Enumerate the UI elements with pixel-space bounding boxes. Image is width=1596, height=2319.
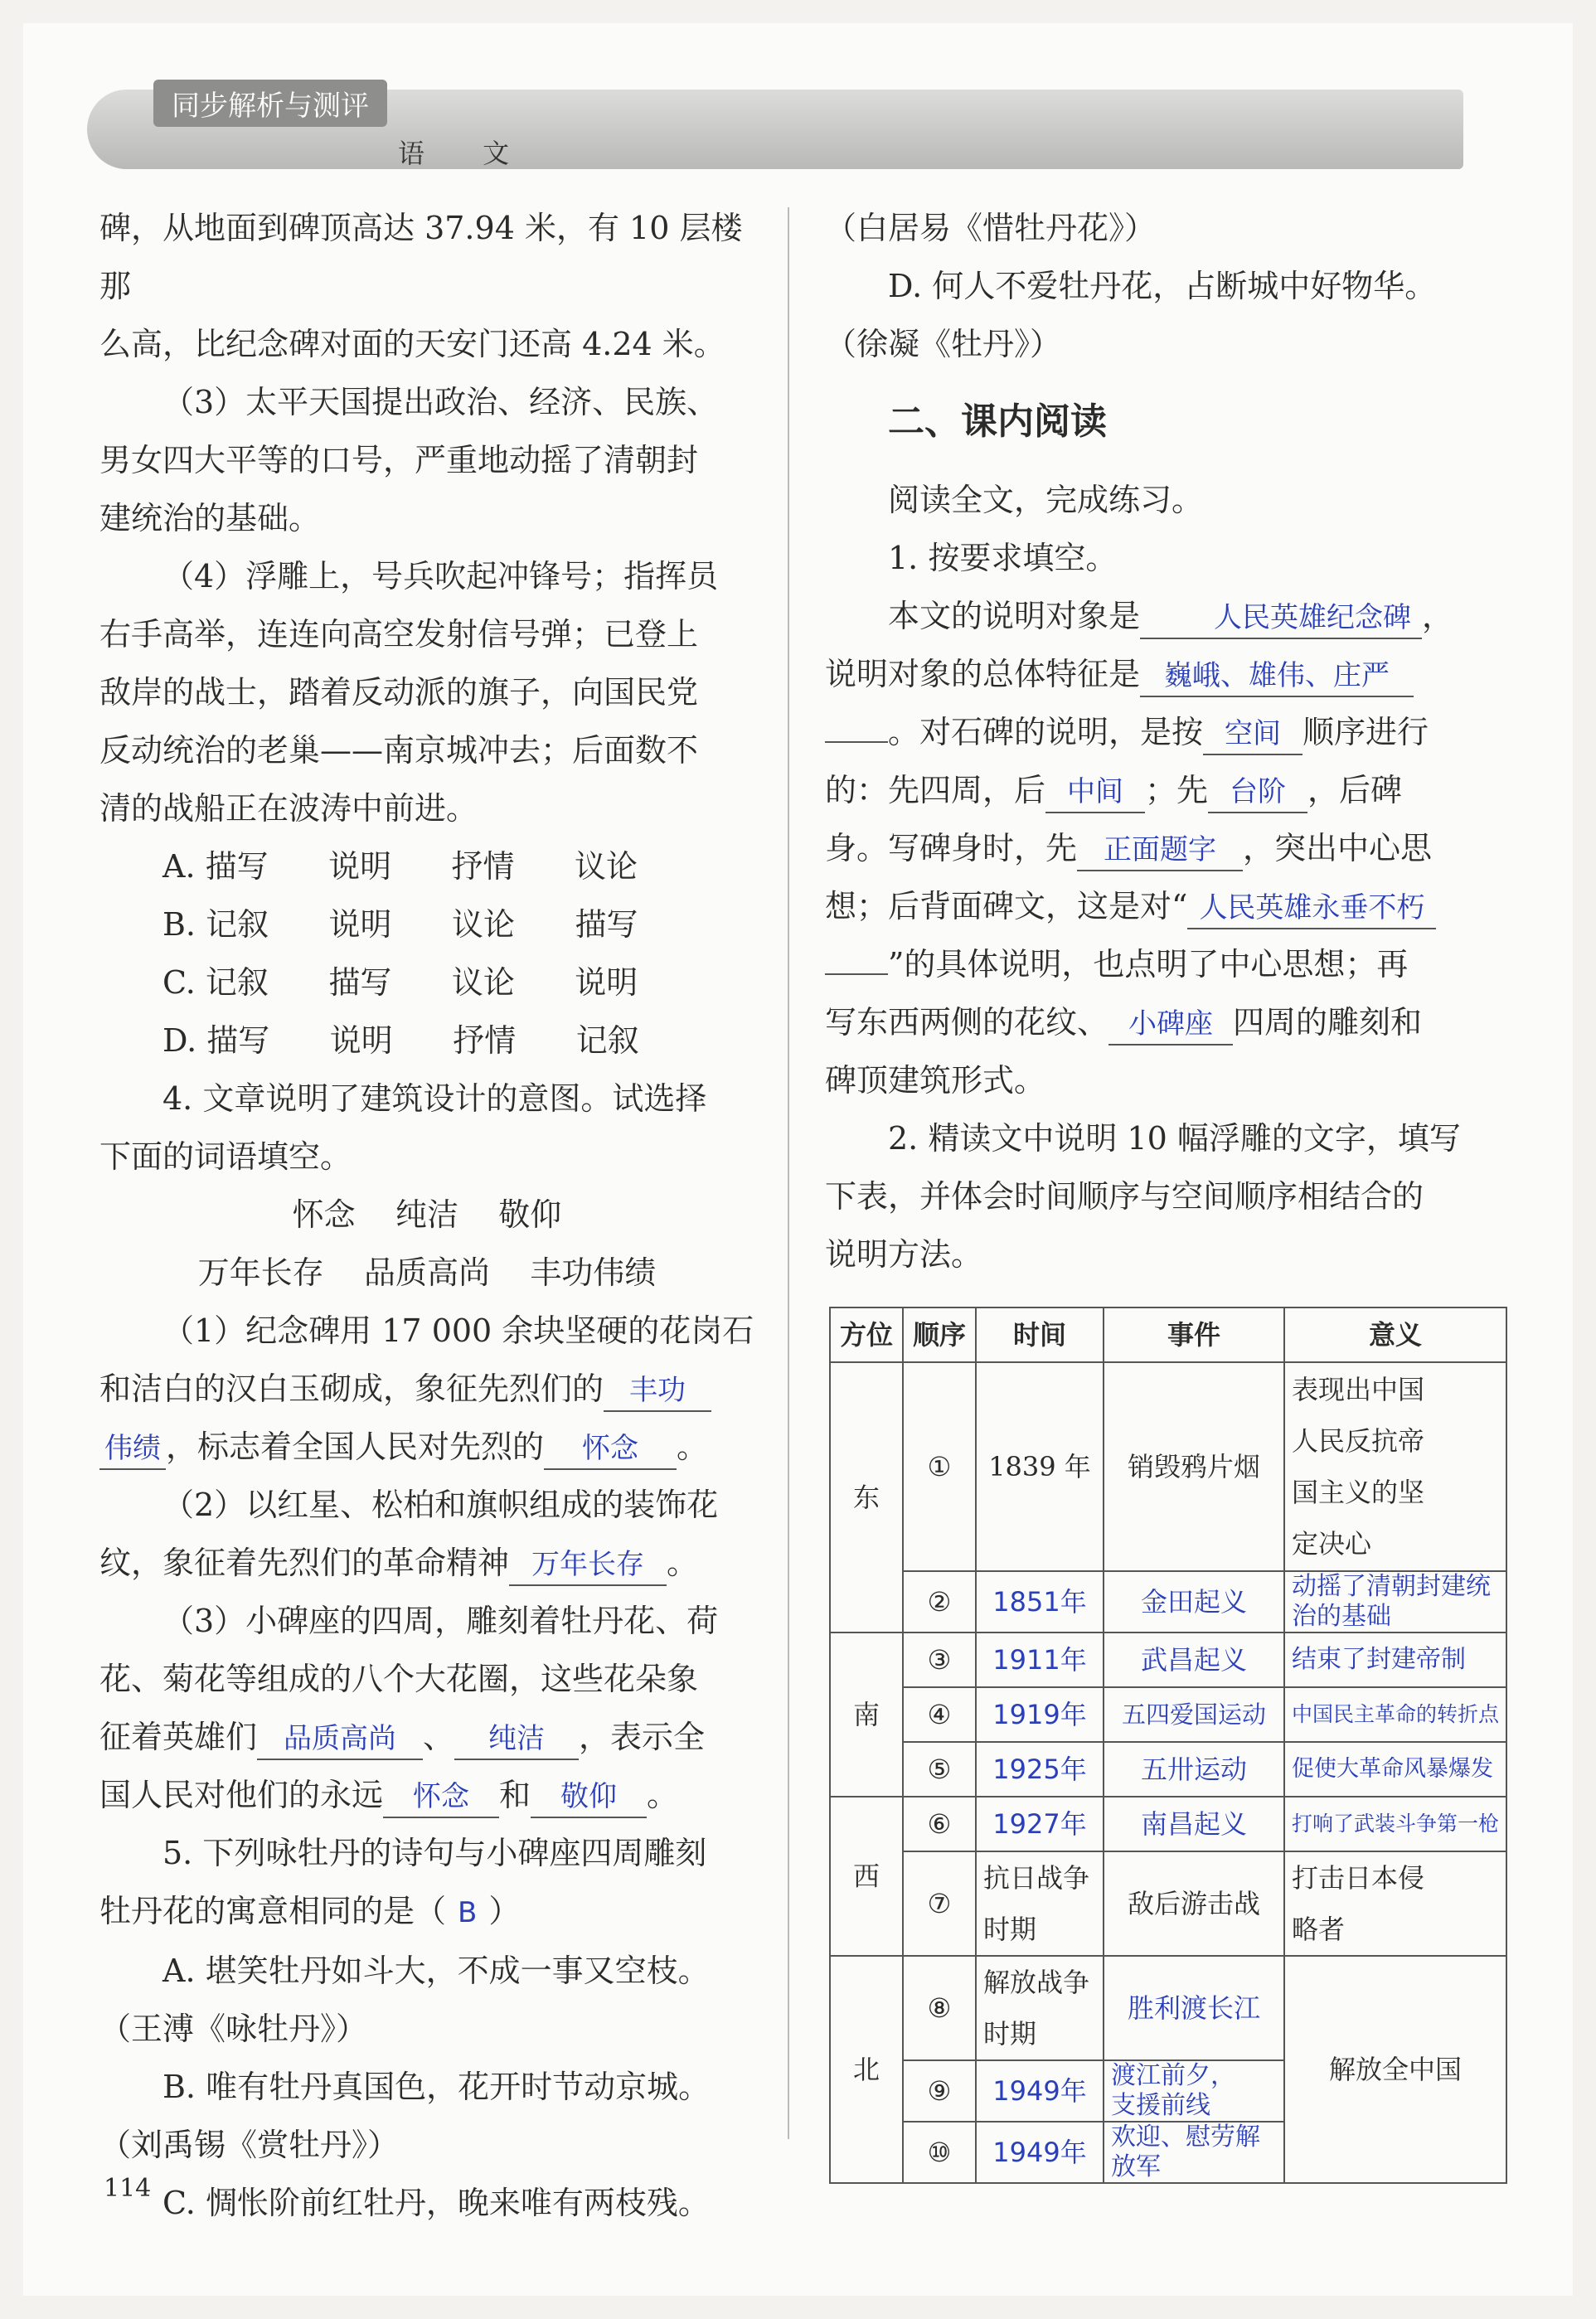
event-cell: 敌后游击战 (1104, 1851, 1284, 1956)
event-cell: 五四爱国运动 (1104, 1687, 1284, 1742)
column-divider (788, 207, 789, 2139)
event-cell: 金田起义 (1104, 1571, 1284, 1633)
text: ；先 (1145, 772, 1209, 808)
text: ，突出中心思 (1243, 830, 1433, 866)
time-line: 解放战争 (983, 1967, 1090, 1998)
text: ，标志着全国人民对先烈的 (166, 1429, 545, 1465)
meaning-cell (1284, 1851, 1506, 1956)
option-b: B. 记叙 说明 议论 描写 (163, 906, 638, 943)
text: ，后碑 (1307, 772, 1403, 808)
event-cell: 五卅运动 (1104, 1742, 1284, 1797)
meaning-line: 治的基础 (1292, 1602, 1391, 1631)
text-line (99, 1766, 754, 1824)
text-line: （3）小碑座的四周，雕刻着牡丹花、荷 (163, 1603, 719, 1639)
answer-blank: 中间 (1045, 772, 1145, 813)
text-line: （王溥《咏牡丹》） (99, 2011, 368, 2047)
text: 顺序进行 (1303, 714, 1429, 750)
text: 。 (677, 1429, 709, 1465)
text-line (99, 1708, 754, 1766)
order-cell: ③ (903, 1633, 976, 1687)
meaning-line: 打击日本侵 (1292, 1862, 1425, 1894)
text: 和 (499, 1777, 531, 1813)
text-line: （2）以红星、松柏和旗帜组成的装饰花 (163, 1487, 719, 1523)
text-line (825, 877, 1480, 935)
left-column (99, 199, 754, 2232)
meaning-cell: 结束了封建帝制 (1284, 1633, 1506, 1687)
col-header: 时间 (976, 1307, 1104, 1362)
text: ， (1422, 598, 1454, 634)
order-cell: ⑨ (903, 2060, 976, 2122)
direction-cell: 北 (830, 1956, 903, 2183)
col-header: 意义 (1284, 1307, 1506, 1362)
table-row (830, 1742, 1506, 1797)
text: 写东西两侧的花纹、 (825, 1004, 1109, 1041)
table-row (830, 1571, 1506, 1633)
time-cell (976, 1851, 1104, 1956)
col-header: 顺序 (903, 1307, 976, 1362)
order-cell: ① (903, 1362, 976, 1571)
time-line: 抗日战争 (983, 1862, 1090, 1894)
col-header: 方位 (830, 1307, 903, 1362)
time-cell: 1925年 (976, 1742, 1104, 1797)
text: 国人民对他们的永远 (99, 1777, 384, 1813)
question-1: 1. 按要求填空。 (888, 540, 1118, 576)
answer-blank: 万年长存 (509, 1545, 667, 1586)
table-row (830, 1633, 1506, 1687)
page-number: 114 (104, 2174, 152, 2203)
table-header-row (830, 1307, 1506, 1362)
answer-blank: 怀念 (544, 1429, 677, 1470)
text-line: 碑顶建筑形式。 (825, 1062, 1046, 1099)
text: 。对石碑的说明，是按 (888, 714, 1204, 750)
answer-blank: 品质高尚 (257, 1719, 423, 1760)
text-line: 敌岸的战士，踏着反动派的旗子，向国民党 (99, 674, 699, 711)
event-line: 渡江前夕， (1111, 2061, 1235, 2090)
text: 身。写碑身时，先 (825, 830, 1078, 866)
text-line: （1）纪念碑用 17 000 余块坚硬的花岗石 (163, 1312, 754, 1349)
meaning-cell: 促使大革命风暴爆发 (1284, 1742, 1506, 1797)
text-line: 说明方法。 (825, 1236, 983, 1273)
text-line: 男女四大平等的口号，严重地动摇了清朝封 (99, 442, 699, 478)
answer-blank: 小碑座 (1108, 1004, 1233, 1045)
text-line: 碑，从地面到碑顶高达 37.94 米，有 10 层楼那 (99, 210, 743, 304)
direction-cell: 东 (830, 1362, 903, 1633)
meaning-line: 定决心 (1292, 1528, 1372, 1560)
text: 。 (667, 1545, 699, 1581)
text: 、 (423, 1719, 455, 1755)
order-cell: ⑧ (903, 1956, 976, 2060)
direction-cell: 南 (830, 1633, 903, 1797)
direction-cell: 西 (830, 1797, 903, 1956)
event-cell: 销毁鸦片烟 (1104, 1362, 1284, 1571)
option-d: D. 描写 说明 抒情 记叙 (163, 1022, 639, 1059)
event-line: 欢迎、慰劳解 (1111, 2123, 1260, 2152)
answer-choice: B (458, 1896, 478, 1929)
meaning-cell: 中国民主革命的转折点 (1284, 1687, 1506, 1742)
right-column (825, 199, 1480, 1283)
word-bank-1: 怀念 纯洁 敬仰 (292, 1196, 562, 1233)
option-a: A. 堪笑牡丹如斗大，不成一事又空枝。 (163, 1953, 710, 1989)
answer-blank: 正面题字 (1077, 830, 1243, 871)
text: ，表示全 (579, 1719, 706, 1755)
meaning-line: 略者 (1292, 1914, 1346, 1945)
table-row (830, 1687, 1506, 1742)
text: 牡丹花的寓意相同的是（ (99, 1893, 447, 1929)
answer-blank: 巍峨、雄伟、庄严 (1140, 656, 1414, 697)
text-line: （白居易《惜牡丹花》） (825, 210, 1157, 246)
answer-blank: 敬仰 (531, 1777, 647, 1818)
text: 纹，象征着先烈们的革命精神 (99, 1545, 510, 1581)
text: 的：先四周，后 (825, 772, 1046, 808)
text-line: 右手高举，连连向高空发射信号弹；已登上 (99, 616, 699, 653)
text: 本文的说明对象是 (888, 598, 1141, 634)
option-d: D. 何人不爱牡丹花，占断城中好物华。 (888, 268, 1437, 304)
text-line (825, 935, 1480, 993)
table-row (830, 1362, 1506, 1571)
series-title: 同步解析与测评 (153, 80, 387, 127)
text-line (825, 587, 1480, 645)
answer-blank: 怀念 (383, 1777, 499, 1818)
time-cell: 1911年 (976, 1633, 1104, 1687)
time-cell (976, 1956, 1104, 2060)
text-line: （徐凝《牡丹》） (825, 326, 1062, 362)
text-line (825, 761, 1480, 819)
text: ） (488, 1893, 521, 1929)
word-bank-2: 万年长存 品质高尚 丰功伟绩 (197, 1254, 657, 1291)
relief-table (829, 1307, 1507, 2184)
text-line (99, 1418, 754, 1476)
meaning-line: 表现出中国 (1292, 1374, 1425, 1405)
answer-blank: 丰功 (604, 1371, 711, 1412)
text-line (99, 1882, 754, 1942)
question-5: 5. 下列咏牡丹的诗句与小碑座四周雕刻 (163, 1835, 707, 1871)
text-line (825, 819, 1480, 877)
option-c: C. 惆怅阶前红牡丹，晚来唯有两枝残。 (163, 2185, 710, 2221)
text: 四周的雕刻和 (1233, 1004, 1423, 1041)
subject-title: 语 文 (398, 138, 535, 169)
order-cell: ⑥ (903, 1797, 976, 1851)
text-line: 下面的词语填空。 (99, 1138, 352, 1175)
question-4: 4. 文章说明了建筑设计的意图。试选择 (163, 1080, 707, 1117)
text-line (825, 993, 1480, 1051)
meaning-line: 国主义的坚 (1292, 1477, 1425, 1508)
option-c: C. 记叙 描写 议论 说明 (163, 964, 638, 1001)
event-line: 支援前线 (1111, 2091, 1210, 2120)
event-cell (1104, 2060, 1284, 2122)
option-b: B. 唯有牡丹真国色，花开时节动京城。 (163, 2069, 711, 2105)
answer-blank: 空间 (1203, 714, 1303, 755)
instruction: 阅读全文，完成练习。 (888, 482, 1204, 518)
text-line: （3）太平天国提出政治、经济、民族、 (163, 384, 719, 420)
time-cell: 1839 年 (976, 1362, 1104, 1571)
col-header: 事件 (1104, 1307, 1284, 1362)
table-row (830, 1851, 1506, 1956)
time-cell: 1949年 (976, 2060, 1104, 2122)
order-cell: ④ (903, 1687, 976, 1742)
answer-blank: 伟绩 (99, 1429, 166, 1470)
event-line: 放军 (1111, 2152, 1161, 2181)
text-line: 花、菊花等组成的八个大花圈，这些花朵象 (99, 1661, 699, 1697)
meaning-cell: 解放全中国 (1284, 1956, 1506, 2183)
time-cell: 1927年 (976, 1797, 1104, 1851)
text-line (99, 1360, 754, 1418)
meaning-cell: 打响了武装斗争第一枪 (1284, 1797, 1506, 1851)
time-cell: 1949年 (976, 2122, 1104, 2183)
event-cell (1104, 2122, 1284, 2183)
table-row (830, 1797, 1506, 1851)
order-cell: ② (903, 1571, 976, 1633)
time-cell: 1919年 (976, 1687, 1104, 1742)
answer-blank: 台阶 (1208, 772, 1307, 813)
text-line: （刘禹锡《赏牡丹》） (99, 2127, 400, 2163)
question-2: 2. 精读文中说明 10 幅浮雕的文字，填写 (888, 1120, 1461, 1157)
time-line: 时期 (983, 2018, 1037, 2050)
text-line: 清的战船正在波涛中前进。 (99, 790, 478, 827)
text: 想；后背面碑文，这是对“ (825, 888, 1188, 924)
event-cell: 胜利渡长江 (1104, 1956, 1284, 2060)
text-line (825, 703, 1480, 761)
text: 和洁白的汉白玉砌成，象征先烈们的 (99, 1371, 604, 1407)
text-line: 下表，并体会时间顺序与空间顺序相结合的 (825, 1178, 1424, 1215)
text-line (825, 645, 1480, 703)
table-row (830, 1956, 1506, 2060)
event-cell: 武昌起义 (1104, 1633, 1284, 1687)
text-line: （4）浮雕上，号兵吹起冲锋号；指挥员 (163, 558, 719, 594)
blank-line (825, 741, 888, 743)
meaning-line: 动摇了清朝封建统 (1292, 1572, 1491, 1601)
text-line: 么高，比纪念碑对面的天安门还高 4.24 米。 (99, 326, 725, 362)
event-cell: 南昌起义 (1104, 1797, 1284, 1851)
answer-blank: 人民英雄永垂不朽 (1187, 888, 1436, 929)
meaning-cell (1284, 1571, 1506, 1633)
order-cell: ⑦ (903, 1851, 976, 1956)
text-line (99, 1534, 754, 1592)
text-line: 反动统治的老巢——南京城冲去；后面数不 (99, 732, 699, 769)
meaning-cell (1284, 1362, 1506, 1571)
text: 说明对象的总体特征是 (825, 656, 1141, 692)
meaning-line: 人民反抗帝 (1292, 1425, 1425, 1457)
option-a: A. 描写 说明 抒情 议论 (163, 848, 638, 885)
text: ”的具体说明，也点明了中心思想；再 (888, 946, 1409, 982)
section-title: 二、课内阅读 (888, 400, 1107, 443)
answer-blank: 纯洁 (454, 1719, 579, 1760)
time-cell: 1851年 (976, 1571, 1104, 1633)
text: 。 (647, 1777, 679, 1813)
order-cell: ⑩ (903, 2122, 976, 2183)
answer-blank: 人民英雄纪念碑 (1140, 598, 1422, 639)
text-line: 建统治的基础。 (99, 500, 321, 536)
time-line: 时期 (983, 1914, 1037, 1945)
text: 征着英雄们 (99, 1719, 258, 1755)
order-cell: ⑤ (903, 1742, 976, 1797)
blank-line (825, 973, 888, 975)
